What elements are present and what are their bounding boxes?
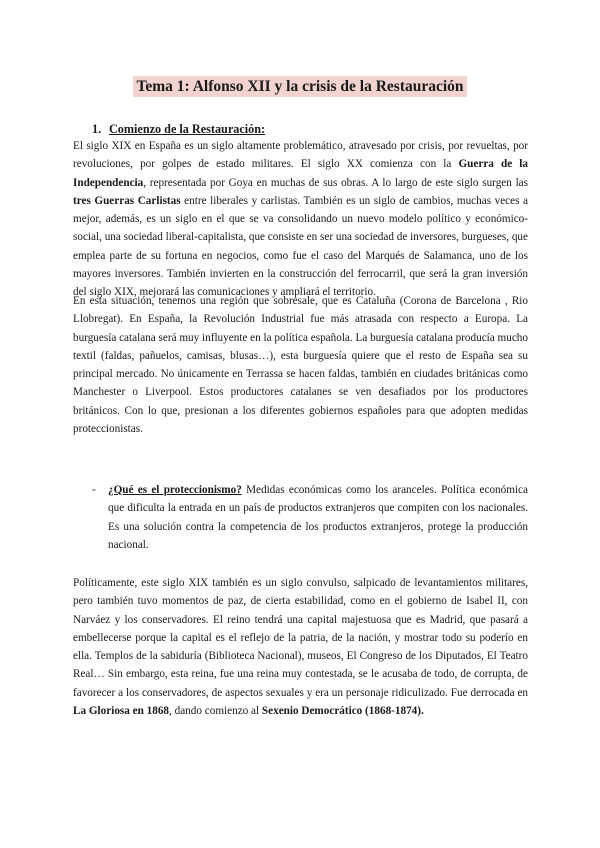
bullet-text	[108, 481, 528, 554]
p1-text-c: entre liberales y carlistas. También es un siglo de cambios, muchas veces a mejor, además, es un siglo en el que se va consolidando un nuevo modelo político y económico-social, una sociedad liberal-capitalista, que consiste en ser una sociedad de inversores, burgueses, que emplea parte de su fortuna en negocios, como fue el caso del Marqués de Salamanca, uno de los mayores inversores. También invierten en la construcción del ferrocarril, que será la gran inversión del siglo XIX, mejorará las comunicaciones y ampliará el territorio.	[73, 194, 528, 299]
bullet-item-proteccionismo	[92, 481, 528, 554]
bullet-answer: Medidas económicas como los aranceles. Política económica que dificulta la entrada en un país de productos extranjeros que compiten con los nacionales. Es una solución contra la competencia de los productos extranjeros, protege la producción nacional.	[108, 484, 528, 551]
p4-bold-sexenio: Sexenio Democrático (1868-1874).	[261, 705, 424, 718]
section-label: Comienzo de la Restauración:	[109, 122, 266, 136]
p1-text-b: , representada por Goya en muchas de sus obras. A lo largo de este siglo surgen las	[143, 176, 528, 189]
p4-text-b: , dando comienzo al	[169, 705, 262, 718]
paragraph-1	[73, 137, 528, 302]
section-heading	[92, 122, 265, 137]
p1-bold-guerras-carlistas: tres Guerras Carlistas	[73, 194, 181, 207]
p1-bold-guerra-independencia: Guerra de la Independencia	[73, 158, 528, 189]
paragraph-2: En esta situación, tenemos una región que sobresale, que es Cataluña (Corona de Barcelona , Rio Llobregat). En España, la Revolución Industrial fue más atrasada con respecto a Europa. La burguesía catalana será muy influyente en la política española. La burguesía catalana producía mucho textil (faldas, pañuelos, camisas, blusas…), esta burguesía quiere que el resto de España sea su principal mercado. No únicamente en Terrassa se hacen faldas, también en ciudades británicas como Manchester o Liverpool. Estos productores catalanes se ven desafiados por los productores británicos. Con lo que, presionan a los diferentes gobiernos españoles para que adopten medidas proteccionistas.	[73, 295, 528, 436]
p4-text-a: Políticamente, este siglo XIX también es un siglo convulso, salpicado de levantamientos militares, pero también tuvo momentos de paz, de cierta estabilidad, como en el gobierno de Isabel II, con Narváez y los conservadores. El reino tendrá una capital majestuosa que es Madrid, que pasará a embellecerse porque la capital es el reflejo de la patria, de la nación, y mostrar todo su poderío en ella. Templos de la sabiduría (Biblioteca Nacional), museos, El Congreso de los Diputados, El Teatro Real… Sin embargo, esta reina, fue una reina muy contestada, se le acusaba de todo, de corrupta, de favorecer a los conservadores, de aspectos sexuales y era un personaje ridiculizado. Fue derrocada en	[73, 577, 528, 699]
title-container	[0, 76, 600, 97]
p4-bold-gloriosa: La Gloriosa en 1868	[73, 705, 170, 718]
page-title: Tema 1: Alfonso XII y la crisis de la Restauración	[133, 76, 466, 97]
paragraph-3	[73, 574, 528, 720]
section-number: 1.	[92, 122, 102, 136]
p1-text-a: El siglo XIX en España es un siglo altamente problemático, atravesado por crisis, por revueltas, por revoluciones, por golpes de estado militares. El siglo XX comienza con la	[73, 140, 528, 171]
bullet-dash: -	[92, 484, 96, 496]
bullet-question: ¿Qué es el proteccionismo?	[108, 484, 242, 496]
